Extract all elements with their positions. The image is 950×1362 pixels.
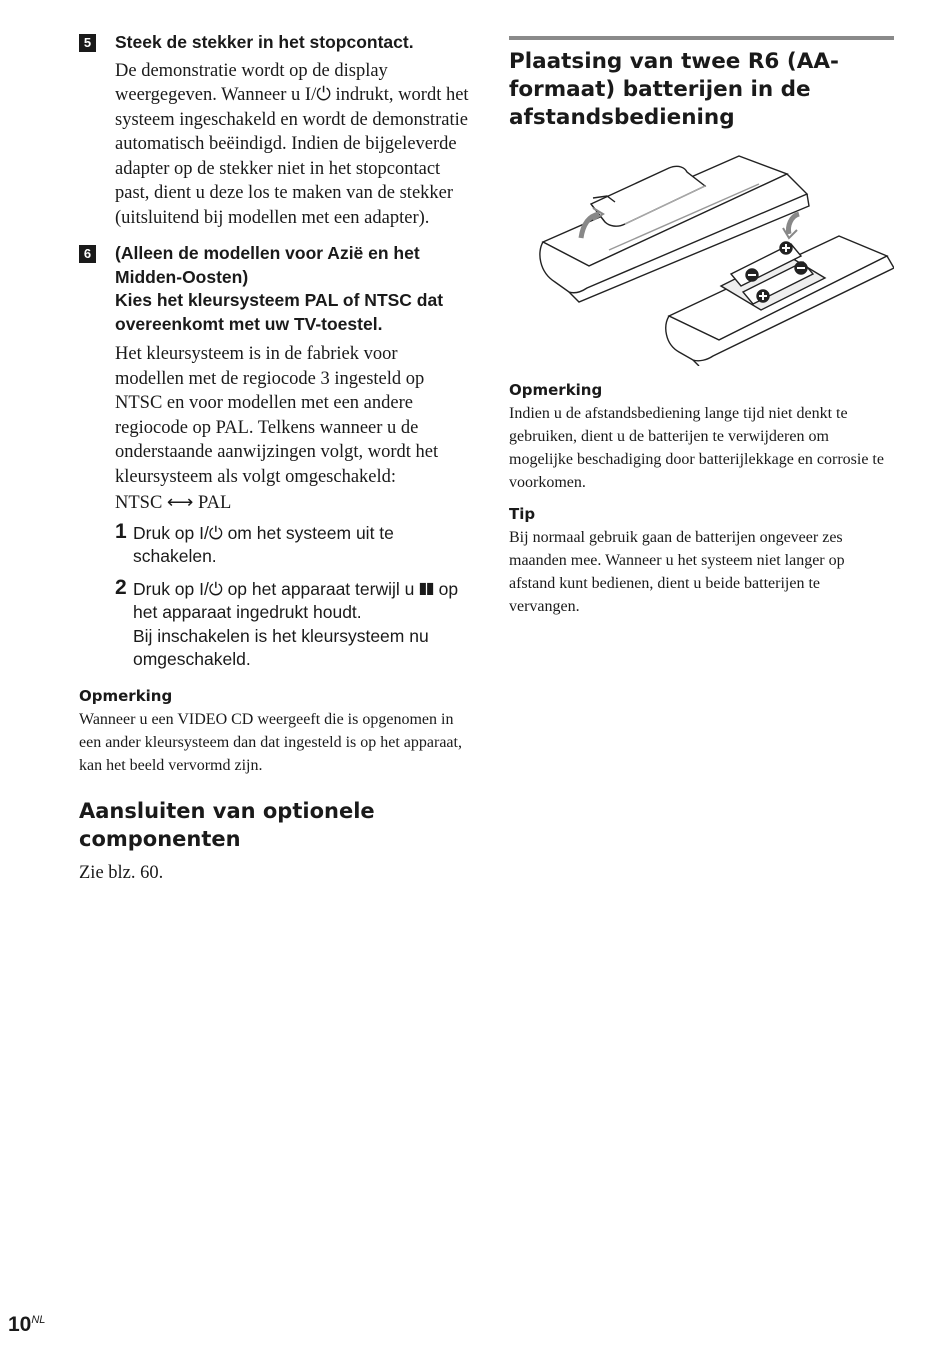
step-5-heading: Steek de stekker in het stopcontact. (115, 32, 414, 52)
note-right-heading: Opmerking (509, 381, 603, 399)
section-optional-components (79, 797, 469, 886)
note-left (79, 686, 469, 777)
step-6-body: Het kleursysteem is in de fabriek voor modellen met de regiocode 3 ingesteld op NTSC en voor modellen met een andere regiocode op PAL. Telkens wanneer u de onderstaande aanwijzingen volgt, wordt het kleursysteem als volgt omgeschakeld: (115, 344, 439, 487)
step-number-6: 6 (79, 245, 96, 263)
step-number-5: 5 (79, 34, 96, 52)
note-right-text: Indien u de afstandsbediening lange tijd niet denkt te gebruiken, dient u de batterijen te verwijderen om mogelijke beschadiging door batterijlekkage en corrosie te voorkomen. (509, 405, 884, 491)
left-column (79, 30, 469, 885)
substep-2-result: Bij inschakelen is het kleursysteem nu omgeschakeld. (133, 625, 429, 669)
step-6-heading-region: (Alleen de modellen voor Azië en het Midden-Oosten) (115, 243, 420, 287)
note-left-text: Wanneer u een VIDEO CD weergeeft die is opgenomen in een ander kleursysteem dan dat ingesteld is op het apparaat, kan het beeld vervormd zijn. (79, 710, 462, 774)
page-language: NL (31, 1314, 46, 1326)
page-number (8, 1313, 45, 1337)
substep-1 (115, 519, 469, 569)
section-text: Zie blz. 60. (79, 862, 164, 883)
substep-2 (115, 575, 469, 672)
battery-heading: Plaatsing van twee R6 (AA-formaat) batterijen in de afstandsbediening (509, 49, 839, 130)
ntsc-pal-toggle-text: NTSC ⟷ PAL (115, 493, 232, 513)
substep-2-text: Druk op I/⏻ op het apparaat terwijl u ❚❚ op het apparaat ingedrukt houdt. (133, 578, 459, 622)
tip-right (509, 504, 894, 618)
heading-rule (509, 36, 894, 40)
step-5-body: De demonstratie wordt op de display weergegeven. Wanneer u I/⏻ indrukt, wordt het systeem ingeschakeld en wordt de demonstratie automatisch beëindigd. Indien de bijgeleverde adapter op de stekker niet in het stopcontact past, dient u deze los te maken van de stekker (uitsluitend bij modellen met een adapter). (115, 60, 469, 228)
tip-text: Bij normaal gebruik gaan de batterijen ongeveer zes maanden mee. Wanneer u het systeem niet langer op afstand kunt bedienen, dient u beide batterijen te vervangen. (509, 529, 845, 615)
step-5 (79, 31, 469, 230)
note-right (509, 380, 894, 494)
tip-heading: Tip (509, 505, 536, 523)
page-number-value: 10 (8, 1313, 32, 1336)
step-6-heading: Kies het kleursysteem PAL of NTSC dat overeenkomt met uw TV-toestel. (115, 290, 444, 334)
step-6 (79, 242, 469, 672)
section-heading: Aansluiten van optionele componenten (79, 798, 375, 851)
substep-1-text: Druk op I/⏻ om het systeem uit te schakelen. (133, 522, 394, 566)
substep-1-number: 1 (115, 519, 127, 543)
substep-2-number: 2 (115, 575, 127, 599)
right-column (509, 36, 894, 618)
remote-battery-insertion-icon (509, 146, 894, 366)
remote-battery-illustration (509, 146, 894, 366)
note-left-heading: Opmerking (79, 686, 173, 705)
